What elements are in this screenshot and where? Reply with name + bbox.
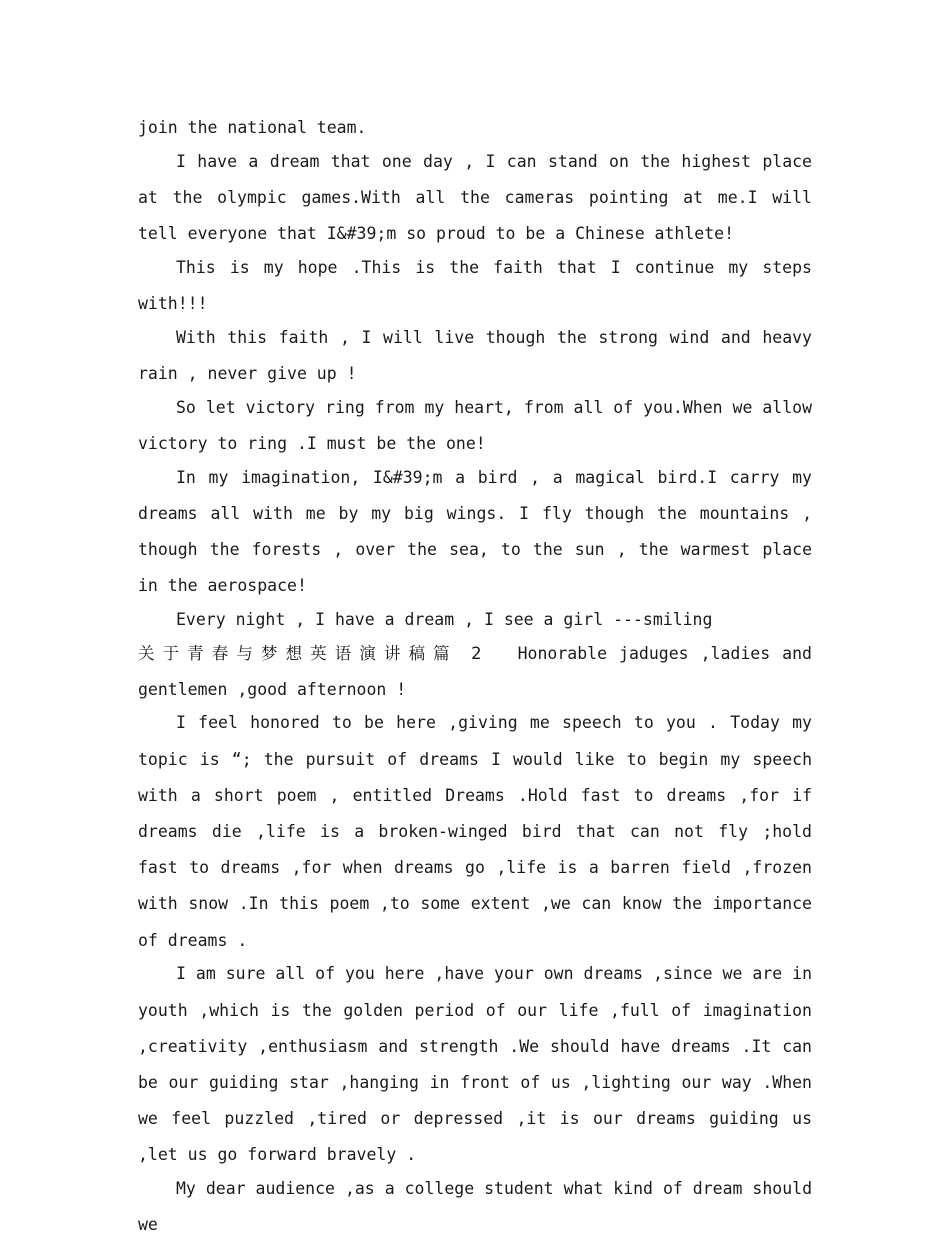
paragraph-6 <box>138 460 812 605</box>
paragraph-9 <box>138 705 812 958</box>
paragraph-1 <box>138 110 812 146</box>
paragraph-8 <box>138 636 812 708</box>
paragraph-2-text: I have a dream that one day , I can stand on the highest place at the olympic games.With all the cameras pointing at me.I will tell everyone that I&#39;m so proud to be a Chinese athlete! <box>138 151 812 244</box>
paragraph-10-text: I am sure all of you here ,have your own dreams ,since we are in youth ,which is the golden period of our life ,full of imagination ,creativity ,enthusiasm and strength .We should have dreams .It can be our guiding star ,hanging in front of us ,lighting our way .When we feel puzzled ,tired or depressed ,it is our dreams guiding us ,let us go forward bravely . <box>138 964 812 1165</box>
paragraph-11 <box>138 1171 812 1243</box>
paragraph-6-text: In my imagination, I&#39;m a bird , a magical bird.I carry my dreams all with me by my big wings. I fly though the mountains , though the forests , over the sea, to the sun , the warmest place in the aerospace! <box>138 467 812 596</box>
paragraph-7 <box>138 602 812 638</box>
paragraph-11-text: My dear audience ,as a college student what kind of dream should we <box>138 1179 812 1235</box>
paragraph-9-text: I feel honored to be here ,giving me speech to you . Today my topic is “; the pursuit of dreams I would like to begin my speech with a short poem , entitled Dreams .Hold fast to dreams ,for if dreams die ,life is a broken-winged bird that can not fly ;hold fast to dreams ,for when dreams go ,life is a barren field ,frozen with snow .In this poem ,to some extent ,we can know the importance of dreams . <box>138 713 812 950</box>
paragraph-2 <box>138 144 812 253</box>
section-heading: 关于青春与梦想英语演讲稿篇 2 <box>138 643 488 663</box>
paragraph-8-text: Honorable jaduges ,ladies and gentlemen ,good afternoon ! <box>138 643 812 699</box>
paragraph-5-text: So let victory ring from my heart, from all of you.When we allow victory to ring .I must be the one! <box>138 397 812 453</box>
document-page <box>138 110 812 1244</box>
paragraph-5 <box>138 390 812 462</box>
paragraph-3 <box>138 250 812 322</box>
paragraph-4-text: With this faith , I will live though the strong wind and heavy rain , never give up ! <box>138 327 812 383</box>
paragraph-3-text: This is my hope .This is the faith that I continue my steps with!!! <box>138 257 812 314</box>
paragraph-1-text: join the national team. <box>138 118 367 137</box>
paragraph-4 <box>138 320 812 392</box>
paragraph-7-text: Every night , I have a dream , I see a girl ---smiling <box>176 609 713 629</box>
paragraph-10 <box>138 956 812 1173</box>
